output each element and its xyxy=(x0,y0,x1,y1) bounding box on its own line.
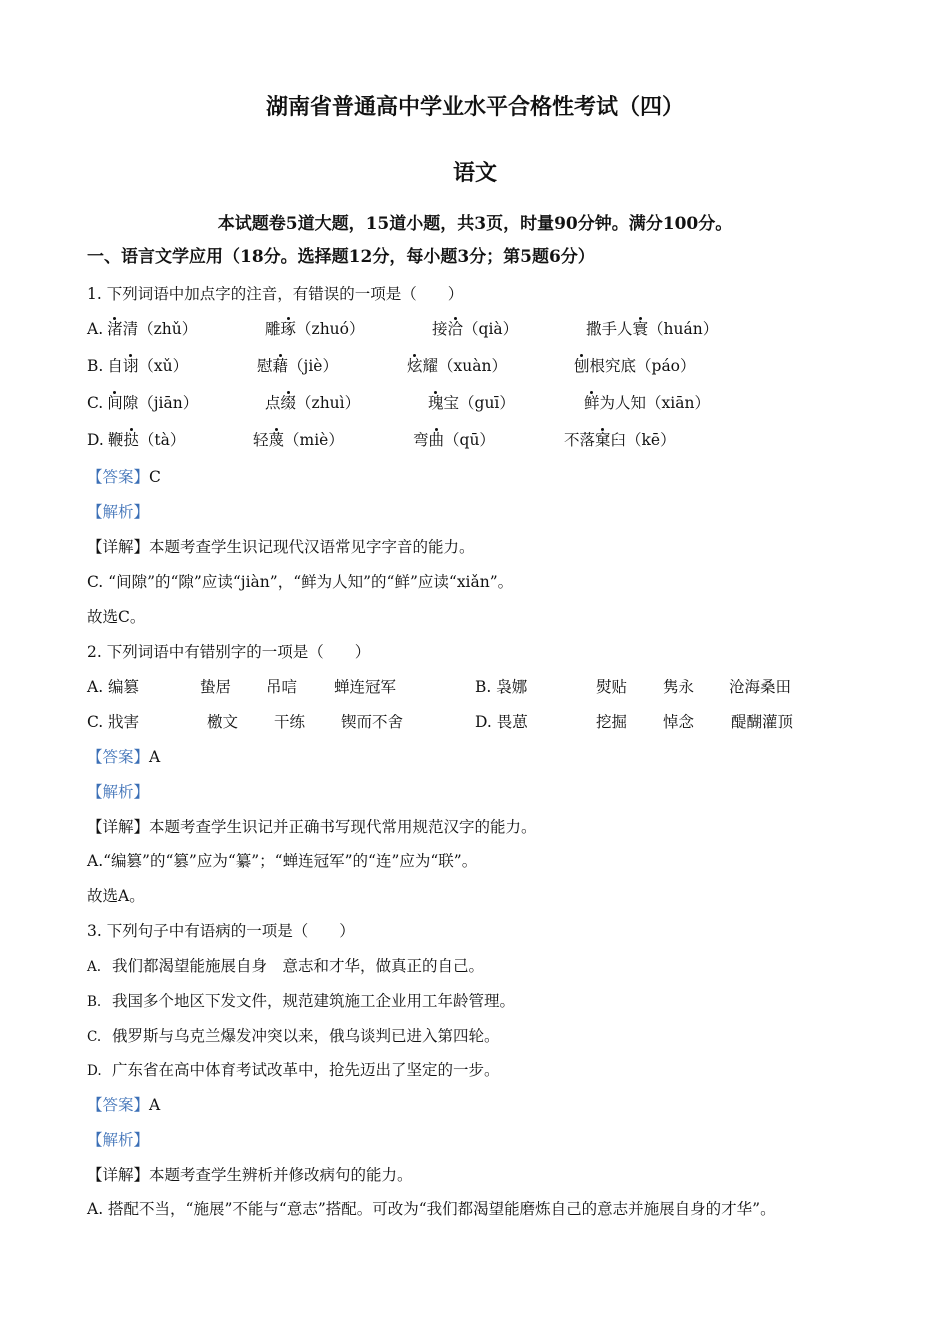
q2-analysis-tag: 【解析】 xyxy=(87,783,150,801)
dotted-character: 寰 xyxy=(632,320,649,338)
dotted-character: 窠 xyxy=(595,431,611,449)
q2-explain: A.“编篡”的“篡”应为“纂”；“蝉连冠军”的“连”应为“联”。 xyxy=(87,852,478,870)
q1-analysis-tag: 【解析】 xyxy=(87,503,150,521)
q2-word: 隽永 xyxy=(663,678,695,696)
option-text: 我国多个地区下发文件，规范建筑施工企业用工年龄管理。 xyxy=(112,992,516,1010)
answer-tag: 【答案】 xyxy=(87,1096,150,1114)
word-suffix: （zhuó） xyxy=(296,320,365,338)
q1-option-word xyxy=(257,355,338,377)
option-text: 我们都渴望能施展自身 意志和才华，做真正的自己。 xyxy=(112,957,485,975)
q1-option-word xyxy=(574,355,696,377)
q2-word: 吊唁 xyxy=(266,678,298,696)
q1-option-row xyxy=(0,392,950,416)
word-prefix: 轻 xyxy=(253,431,269,449)
dotted-character: 缀 xyxy=(280,394,297,412)
q1-conclusion: 故选C。 xyxy=(87,608,146,626)
dotted-character: 渚 xyxy=(107,320,123,338)
q1-option-word xyxy=(584,392,710,414)
dotted-character: 藉 xyxy=(272,357,289,375)
word-prefix: 接 xyxy=(432,320,448,338)
q2-word: 干练 xyxy=(274,713,306,731)
word-suffix: 宝（guī） xyxy=(443,394,515,412)
q1-option-word xyxy=(586,318,718,340)
option-text: 俄罗斯与乌克兰爆发冲突以来，俄乌谈判已进入第四轮。 xyxy=(112,1027,500,1045)
exam-intro: 本试题卷5道大题，15道小题，共3页，时量90分钟。满分100分。 xyxy=(217,214,733,234)
word-suffix: 根究底（páo） xyxy=(589,357,696,375)
q1-option-word xyxy=(87,355,188,377)
q2-word: 蛰居 xyxy=(200,678,232,696)
q2-conclusion: 故选A。 xyxy=(87,887,145,905)
subject-heading: 语文 xyxy=(452,160,497,186)
word-suffix: 隙（jiān） xyxy=(122,394,199,412)
q3-option xyxy=(87,990,515,1013)
q2-row-1 xyxy=(0,676,950,700)
dotted-character: 鲜 xyxy=(584,394,600,412)
q3-option xyxy=(87,1059,500,1082)
q2-word: 挖掘 xyxy=(596,713,628,731)
word-prefix: 弯 xyxy=(413,431,429,449)
q1-option-word xyxy=(87,392,198,414)
q2-word: 锲而不舍 xyxy=(341,713,404,731)
word-prefix: 自 xyxy=(107,357,123,375)
option-label: A. xyxy=(87,320,104,338)
q1-option-word xyxy=(253,429,344,451)
q1-option-word xyxy=(413,429,495,451)
q1-option-word xyxy=(265,392,360,414)
q3-stem: 3. 下列句子中有语病的一项是（ ） xyxy=(87,922,355,940)
word-suffix: （tà） xyxy=(138,431,186,449)
word-suffix: （huán） xyxy=(648,320,719,338)
q3-answer xyxy=(87,1094,160,1116)
word-prefix: 撒手人 xyxy=(586,320,633,338)
word-suffix: （zhuì） xyxy=(296,394,361,412)
q2-row-2 xyxy=(0,711,950,735)
q2-word: B. 袅娜 xyxy=(475,678,528,696)
word-suffix: （xǔ） xyxy=(138,357,189,375)
option-label: A. xyxy=(87,959,102,975)
dotted-character: 刨 xyxy=(574,357,590,375)
dotted-character: 洽 xyxy=(447,320,464,338)
q2-word: D. 畏葸 xyxy=(475,713,528,731)
q2-word: 沧海桑田 xyxy=(729,678,792,696)
option-label: B. xyxy=(87,357,104,375)
option-label: D. xyxy=(87,1063,102,1079)
q3-analysis-tag: 【解析】 xyxy=(87,1131,150,1149)
q1-detail: 【详解】本题考查学生识记现代汉语常见字字音的能力。 xyxy=(87,538,475,556)
word-suffix: （qià） xyxy=(463,320,519,338)
dotted-character: 琢 xyxy=(280,320,297,338)
q2-detail: 【详解】本题考查学生识记并正确书写现代常用规范汉字的能力。 xyxy=(87,818,537,836)
dotted-character: 曲 xyxy=(428,431,445,449)
dotted-character: 瑰 xyxy=(428,394,444,412)
q2-word: 熨贴 xyxy=(596,678,628,696)
answer-tag: 【答案】 xyxy=(87,468,150,486)
word-suffix: 为人知（xiān） xyxy=(599,394,710,412)
q1-answer xyxy=(87,466,161,488)
q1-option-row xyxy=(0,355,950,379)
word-suffix: （jiè） xyxy=(288,357,338,375)
q1-option-word xyxy=(87,429,185,451)
q1-option-word xyxy=(265,318,365,340)
q1-stem: 1. 下列词语中加点字的注音，有错误的一项是（ ） xyxy=(87,285,464,303)
q1-option-word xyxy=(564,429,676,451)
q3-option xyxy=(87,955,484,978)
q1-option-word xyxy=(87,318,197,340)
q2-answer xyxy=(87,746,160,768)
q1-option-row xyxy=(0,318,950,342)
dotted-character: 挞 xyxy=(123,431,139,449)
answer-tag: 【答案】 xyxy=(87,748,150,766)
option-label: C. xyxy=(87,1029,102,1045)
word-prefix: 鞭 xyxy=(107,431,124,449)
page-title: 湖南省普通高中学业水平合格性考试（四） xyxy=(265,94,684,120)
answer-value: A xyxy=(149,1096,161,1114)
q1-option-word xyxy=(432,318,518,340)
dotted-character: 蔑 xyxy=(268,431,285,449)
word-prefix: 雕 xyxy=(265,320,281,338)
word-suffix: （miè） xyxy=(284,431,344,449)
q2-stem: 2. 下列词语中有错别字的一项是（ ） xyxy=(87,643,371,661)
answer-value: C xyxy=(149,468,161,486)
word-suffix: 臼（kē） xyxy=(610,431,676,449)
q2-word: 蝉连冠军 xyxy=(334,678,397,696)
word-prefix: 点 xyxy=(265,394,281,412)
q1-option-row xyxy=(0,429,950,453)
word-suffix: 清（zhǔ） xyxy=(122,320,198,338)
q1-option-word xyxy=(428,392,515,414)
option-label: D. xyxy=(87,431,104,449)
dotted-character: 诩 xyxy=(122,357,139,375)
word-prefix: 慰 xyxy=(257,357,273,375)
word-suffix: 耀（xuàn） xyxy=(422,357,507,375)
dotted-character: 间 xyxy=(107,394,123,412)
dotted-character: 炫 xyxy=(407,357,423,375)
option-text: 广东省在高中体育考试改革中，抢先迈出了坚定的一步。 xyxy=(112,1061,500,1079)
q1-option-word xyxy=(407,355,507,377)
q2-word: 悼念 xyxy=(663,713,695,731)
section-heading: 一、语言文学应用（18分。选择题12分，每小题3分；第5题6分） xyxy=(87,247,595,267)
answer-value: A xyxy=(149,748,161,766)
option-label: C. xyxy=(87,394,104,412)
q2-word: 檄文 xyxy=(207,713,239,731)
q3-explain: A. 搭配不当，“施展”不能与“意志”搭配。可改为“我们都渴望能磨炼自己的意志并施展自身的才华”。 xyxy=(87,1200,776,1218)
q2-word: A. 编篡 xyxy=(87,678,140,696)
word-prefix: 不落 xyxy=(564,431,596,449)
q3-option xyxy=(87,1025,500,1048)
q2-word: C. 戕害 xyxy=(87,713,140,731)
q2-word: 醍醐灌顶 xyxy=(731,713,794,731)
q3-detail: 【详解】本题考查学生辨析并修改病句的能力。 xyxy=(87,1166,413,1184)
option-label: B. xyxy=(87,994,102,1010)
q1-explain: C. “间隙”的“隙”应读“jiàn”，“鲜为人知”的“鲜”应读“xiǎn”。 xyxy=(87,573,514,591)
word-suffix: （qū） xyxy=(444,431,495,449)
